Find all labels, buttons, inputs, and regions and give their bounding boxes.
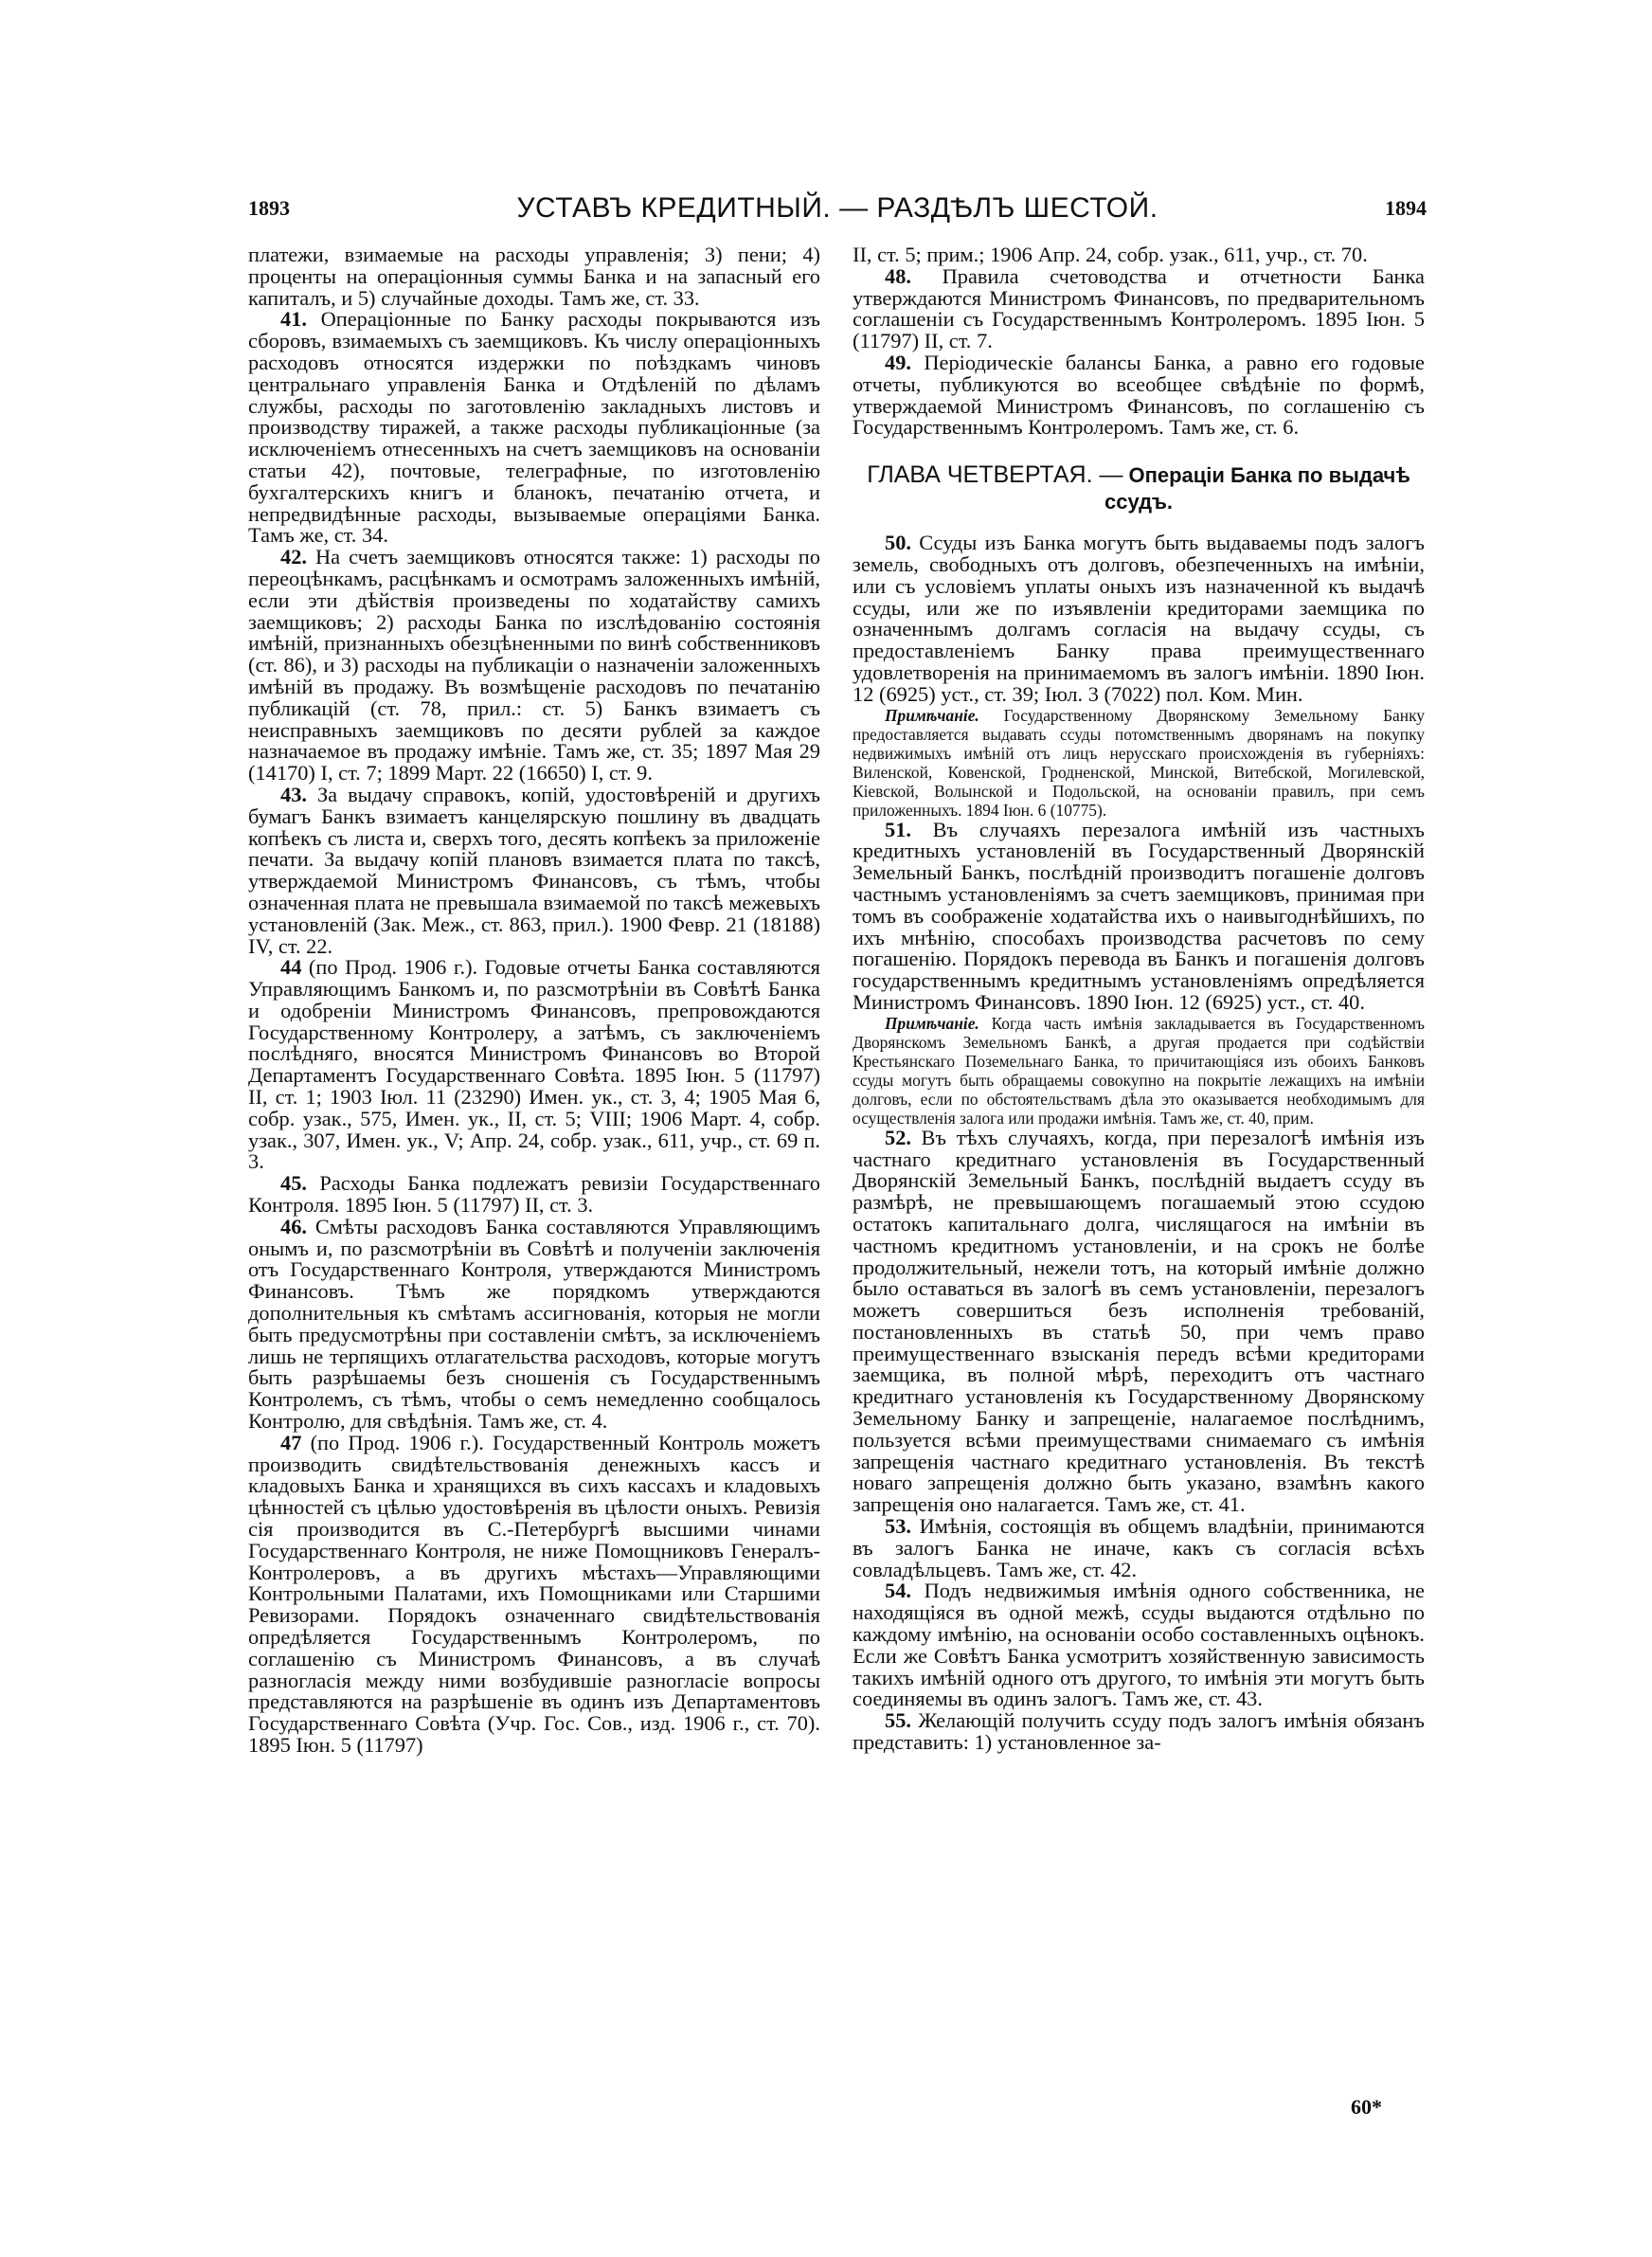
paragraph-text: II, ст. 5; прим.; 1906 Апр. 24, собр. узак., 611, учр., ст. 70. (853, 243, 1368, 266)
paragraph-text: Въ тѣхъ случаяхъ, когда, при перезалогѣ имѣнія изъ частнаго кредитнаго установленія въ Государственный Дворянскій Земельный Банкъ, послѣдній выдаетъ ссуду въ размѣрѣ, не превышающемъ погашаемый этою ссудою остатокъ капитальнаго долга, числящагося на имѣніи въ частномъ кредитномъ установленіи, и на срокъ не болѣе продолжительный, нежели тотъ, на который имѣніе должно было оставаться въ залогѣ въ семъ установленіи, перезалогъ можетъ совершиться безъ исполненія требованій, постановленныхъ въ статьѣ 50, при чемъ право преимущественнаго взысканія передъ всѣми кредиторами заемщика, въ полной мѣрѣ, переходитъ отъ частнаго кредитнаго установленія къ Государственному Дворянскому Земельному Банку и запрещеніе, налагаемое послѣднимъ, пользуется всѣми преимуществами снимаемаго съ имѣнія запрещенія частнаго кредитнаго установленія. Въ текстѣ новаго запрещенія должно быть указано, взамѣнъ какого запрещенія оно налагается. Тамъ же, ст. 41. (853, 1125, 1425, 1517)
note-label: Примѣчаніе. (885, 705, 979, 725)
article-paragraph (248, 547, 820, 785)
article-number: 50. (885, 531, 911, 555)
right-column-top (853, 244, 1425, 439)
article-number: 49. (885, 350, 911, 374)
signature-mark: 60* (1351, 2095, 1382, 2119)
article-paragraph (248, 782, 820, 958)
article-paragraph (248, 957, 820, 1173)
article-paragraph (853, 352, 1425, 439)
article-paragraph (248, 1214, 820, 1434)
paragraph-text: Періодическіе балансы Банка, а равно его годовые отчеты, публикуются во всеобщее свѣдѣніе по формѣ, утверждаемой Министромъ Финансовъ, по соглашенію съ Государственнымъ Контролеромъ. Тамъ же, ст. 6. (853, 350, 1425, 440)
article-paragraph (248, 1173, 820, 1217)
paragraph-text: Когда часть имѣнія закладывается въ Государственномъ Дворянскомъ Земельномъ Банкѣ, а другая продается при содѣйствіи Крестьянскаго Поземельнаго Банка, то причитающіяся изъ обоихъ Банковъ ссуды могутъ быть обращаемы совокупно на покрытіе лежащихъ на имѣніи долговъ, если по обстоятельствамъ дѣла это оказывается необходимымъ для осуществленія залога или продажи имѣнія. Тамъ же, ст. 40, прим. (853, 1013, 1426, 1128)
article-paragraph (248, 1430, 820, 1757)
article-number: 48. (885, 263, 911, 288)
article-paragraph (853, 533, 1425, 705)
paragraph-text: Правила счетоводства и отчетности Банка утверждаются Министромъ Финансовъ, по предварительномъ соглашеніи съ Государственнымъ Контролеромъ. 1895 Іюн. 5 (11797) II, ст. 7. (853, 263, 1425, 353)
article-paragraph (853, 1710, 1425, 1754)
right-column-bottom (853, 533, 1425, 1754)
article-paragraph (853, 244, 1425, 266)
paragraph-text: Ссуды изъ Банка могутъ быть выдаваемы подъ залогъ земель, свободныхъ отъ долговъ, обезпеченныхъ на имѣніи, или съ условіемъ уплаты оныхъ изъ назначенной къ выдачѣ ссуды, или же по изъявленіи кредиторами заемщика по означеннымъ долгамъ согласія на выдачу ссуды, съ предоставленіемъ Банку права преимущественнаго удовлетворенія на принимаемомъ въ залогъ имѣніи. 1890 Іюн. 12 (6925) уст., ст. 39; Іюл. 3 (7022) пол. Ком. Мин. (853, 531, 1425, 706)
paragraph-text: платежи, взимаемые на расходы управленія; 3) пени; 4) проценты на операціонныя суммы Банка и на запасный его капиталъ, и 5) случайные доходы. Тамъ же, ст. 33. (248, 243, 820, 310)
chapter-title: Операціи Банка по выдачѣ ссудъ. (1104, 463, 1410, 515)
article-number: 55. (885, 1708, 911, 1733)
note-label: Примѣчаніе. (885, 1013, 979, 1033)
right-column (853, 244, 1425, 1754)
article-number: 44 (280, 955, 302, 980)
article-paragraph (248, 244, 820, 309)
article-number: 41. (280, 307, 307, 332)
paragraph-text: На счетъ заемщиковъ относятся также: 1) расходы по переоцѣнкамъ, расцѣнкамъ и осмотрамъ заложенныхъ имѣній, если эти дѣйствія произведены по ходатайству самихъ заемщиковъ; 2) расходы Банка по изслѣдованію состоянія имѣній, признанныхъ обезцѣненными по винѣ собственниковъ (ст. 86), и 3) расходы на публикаціи о назначеніи заложенныхъ имѣній въ продажу. Въ возмѣщеніе расходовъ по печатанію публикацій (ст. 78, прил.: ст. 5) Банкъ взимаетъ съ неисправныхъ заемщиковъ по десяти рублей за каждое назначаемое въ продажу имѣніе. Тамъ же, ст. 35; 1897 Мая 29 (14170) I, ст. 7; 1899 Март. 22 (16650) I, ст. 9. (248, 545, 820, 785)
running-title: УСТАВЪ КРЕДИТНЫЙ. — РАЗДѢЛЪ ШЕСТОЙ. (516, 192, 1158, 224)
paragraph-text: Расходы Банка подлежатъ ревизіи Государственнаго Контроля. 1895 Іюн. 5 (11797) II, ст. 3. (248, 1171, 820, 1218)
article-paragraph (853, 1125, 1425, 1517)
article-number: 52. (885, 1125, 911, 1149)
article-number: 53. (885, 1514, 911, 1539)
article-paragraph (853, 817, 1425, 1014)
paragraph-text: (по Прод. 1906 г.). Государственный Контроль можетъ производить свидѣтельствованія денежныхъ кассъ и кладовыхъ Банка и хранящихся въ сихъ кассахъ и кладовыхъ цѣнностей съ цѣлью удостовѣренія въ цѣлости оныхъ. Ревизія сія производится въ С.-Петербургѣ высшими чинами Государственнаго Контроля, не ниже Помощниковъ Генералъ-Контролеровъ, а въ другихъ мѣстахъ—Управляющими Контрольными Палатами, ихъ Помощниками или Старшими Ревизорами. Порядокъ означеннаго свидѣтельствованія опредѣляется Государственнымъ Контролеромъ, по соглашенію съ Министромъ Финансовъ, а въ случаѣ разногласія между ними возбудившіе разногласіе вопросы представляются на разрѣшеніе въ одинъ изъ Департаментовъ Государственнаго Совѣта (Учр. Гос. Сов., изд. 1906 г., ст. 70). 1895 Іюн. 5 (11797) (248, 1430, 820, 1757)
article-paragraph (853, 1580, 1425, 1710)
article-number: 46. (280, 1214, 307, 1238)
article-paragraph (248, 309, 820, 547)
note-paragraph (853, 706, 1425, 820)
paragraph-text: (по Прод. 1906 г.). Годовые отчеты Банка составляются Управляющимъ Банкомъ и, по разсмотрѣніи въ Совѣтѣ Банка и одобреніи Министромъ Финансовъ, препровождаются Государственному Контролеру, а затѣмъ, съ заключеніемъ послѣдняго, вносятся Министромъ Финансовъ во Второй Департаментъ Государственнаго Совѣта. 1895 Іюн. 5 (11797) II, ст. 1; 1903 Іюл. 11 (23290) Имен. ук., ст. 3, 4; 1905 Мая 6, собр. узак., 575, Имен. ук., II, ст. 5; VIII; 1906 Март. 4, собр. узак., 307, Имен. ук., V; Апр. 24, собр. узак., 611, учр., ст. 69 п. 3. (248, 955, 820, 1174)
chapter-heading (853, 461, 1425, 515)
chapter-label: ГЛАВА ЧЕТВЕРТАЯ. — (867, 461, 1123, 489)
page-header (248, 192, 1427, 234)
paragraph-text: Имѣнія, состоящія въ общемъ владѣніи, принимаются въ залогъ Банка не иначе, какъ съ согласія всѣхъ совладѣльцевъ. Тамъ же, ст. 42. (853, 1514, 1425, 1581)
page-number-right: 1894 (1385, 196, 1427, 220)
note-paragraph (853, 1014, 1425, 1128)
article-number: 45. (280, 1171, 307, 1196)
paragraph-text: Смѣты расходовъ Банка составляются Управляющимъ онымъ и, по разсмотрѣніи въ Совѣтѣ и полученіи заключенія отъ Государственнаго Контроля, утверждаются Министромъ Финансовъ. Тѣмъ же порядкомъ утверждаются дополнительныя къ смѣтамъ ассигнованія, которыя не могли быть предусмотрѣны при составленіи смѣтъ, за исключеніемъ лишь не терпящихъ отлагательства расходовъ, которые могутъ быть разрѣшаемы безъ сношенія съ Государственнымъ Контролемъ, съ тѣмъ, чтобы о семъ немедленно сообщалось Контролю, для свѣдѣнія. Тамъ же, ст. 4. (248, 1214, 820, 1434)
paragraph-text: Въ случаяхъ перезалога имѣній изъ частныхъ кредитныхъ установленій въ Государственный Дворянскій Земельный Банкъ, послѣдній производитъ погашеніе долговъ частнымъ установленіямъ за счетъ заемщиковъ, принимая при томъ въ соображеніе ходатайства ихъ о наивыгоднѣйшихъ, по ихъ мнѣнію, способахъ производства расчетовъ по сему погашенію. Порядокъ перевода въ Банкъ и погашенія долговъ государственнымъ кредитнымъ установленіямъ опредѣляется Министромъ Финансовъ. 1890 Іюн. 12 (6925) уст., ст. 40. (853, 817, 1425, 1014)
paragraph-text: Операціонные по Банку расходы покрываются изъ сборовъ, взимаемыхъ съ заемщиковъ. Къ числу операціонныхъ расходовъ относятся издержки по поѣздкамъ чиновъ центральнаго управленія Банка и Отдѣленій по дѣламъ службы, расходы по заготовленію закладныхъ листовъ и производству тиражей, а также расходы публикаціонные (за исключеніемъ отнесенныхъ на счетъ заемщиковъ на основаніи статьи 42), почтовые, телеграфные, по изготовленію бухгалтерскихъ книгъ и бланокъ, печатанію отчета, и непредвидѣнные расходы, вызываемые операціями Банка. Тамъ же, ст. 34. (248, 307, 820, 548)
article-number: 47 (280, 1430, 302, 1454)
page-number-left: 1893 (248, 196, 290, 220)
article-number: 54. (885, 1579, 911, 1603)
article-paragraph (853, 263, 1425, 353)
paragraph-text: За выдачу справокъ, копій, удостовѣреній и другихъ бумагъ Банкъ взимаетъ канцелярскую пошлину въ двадцать копѣекъ съ листа и, сверхъ того, десять копѣекъ за приложеніе печати. За выдачу копій плановъ взимается плата по таксѣ, утверждаемой Министромъ Финансовъ, съ тѣмъ, чтобы означенная плата не превышала взимаемой по таксѣ межевыхъ установленій (Зак. Меж., ст. 863, прил.). 1900 Февр. 21 (18188) IV, ст. 22. (248, 782, 820, 958)
article-number: 43. (280, 782, 307, 806)
article-paragraph (853, 1516, 1425, 1580)
article-number: 42. (280, 545, 307, 569)
paragraph-text: Желающій получить ссуду подъ залогъ имѣнія обязанъ представить: 1) установленное за- (853, 1708, 1425, 1755)
paragraph-text: Государственному Дворянскому Земельному Банку предоставляется выдавать ссуды потомственнымъ дворянамъ на покупку недвижимыхъ имѣній отъ лицъ нерусскаго происхожденія въ губерніяхъ: Виленской, Ковенской, Гродненской, Минской, Витебской, Могилевской, Кіевской, Волынской и Подольской, на основаніи правилъ, при семъ приложенныхъ. 1894 Іюн. 6 (10775). (853, 705, 1425, 820)
left-column (248, 244, 820, 1757)
article-number: 51. (885, 817, 911, 841)
paragraph-text: Подъ недвижимыя имѣнія одного собственника, не находящіяся въ одной межѣ, ссуды выдаются отдѣльно по каждому имѣнію, на основаніи особо составленныхъ оцѣнокъ. Если же Совѣтъ Банка усмотритъ хозяйственную зависимость такихъ имѣній одного отъ другого, то имѣнія эти могутъ быть соединяемы въ одинъ залогъ. Тамъ же, ст. 43. (853, 1579, 1425, 1711)
